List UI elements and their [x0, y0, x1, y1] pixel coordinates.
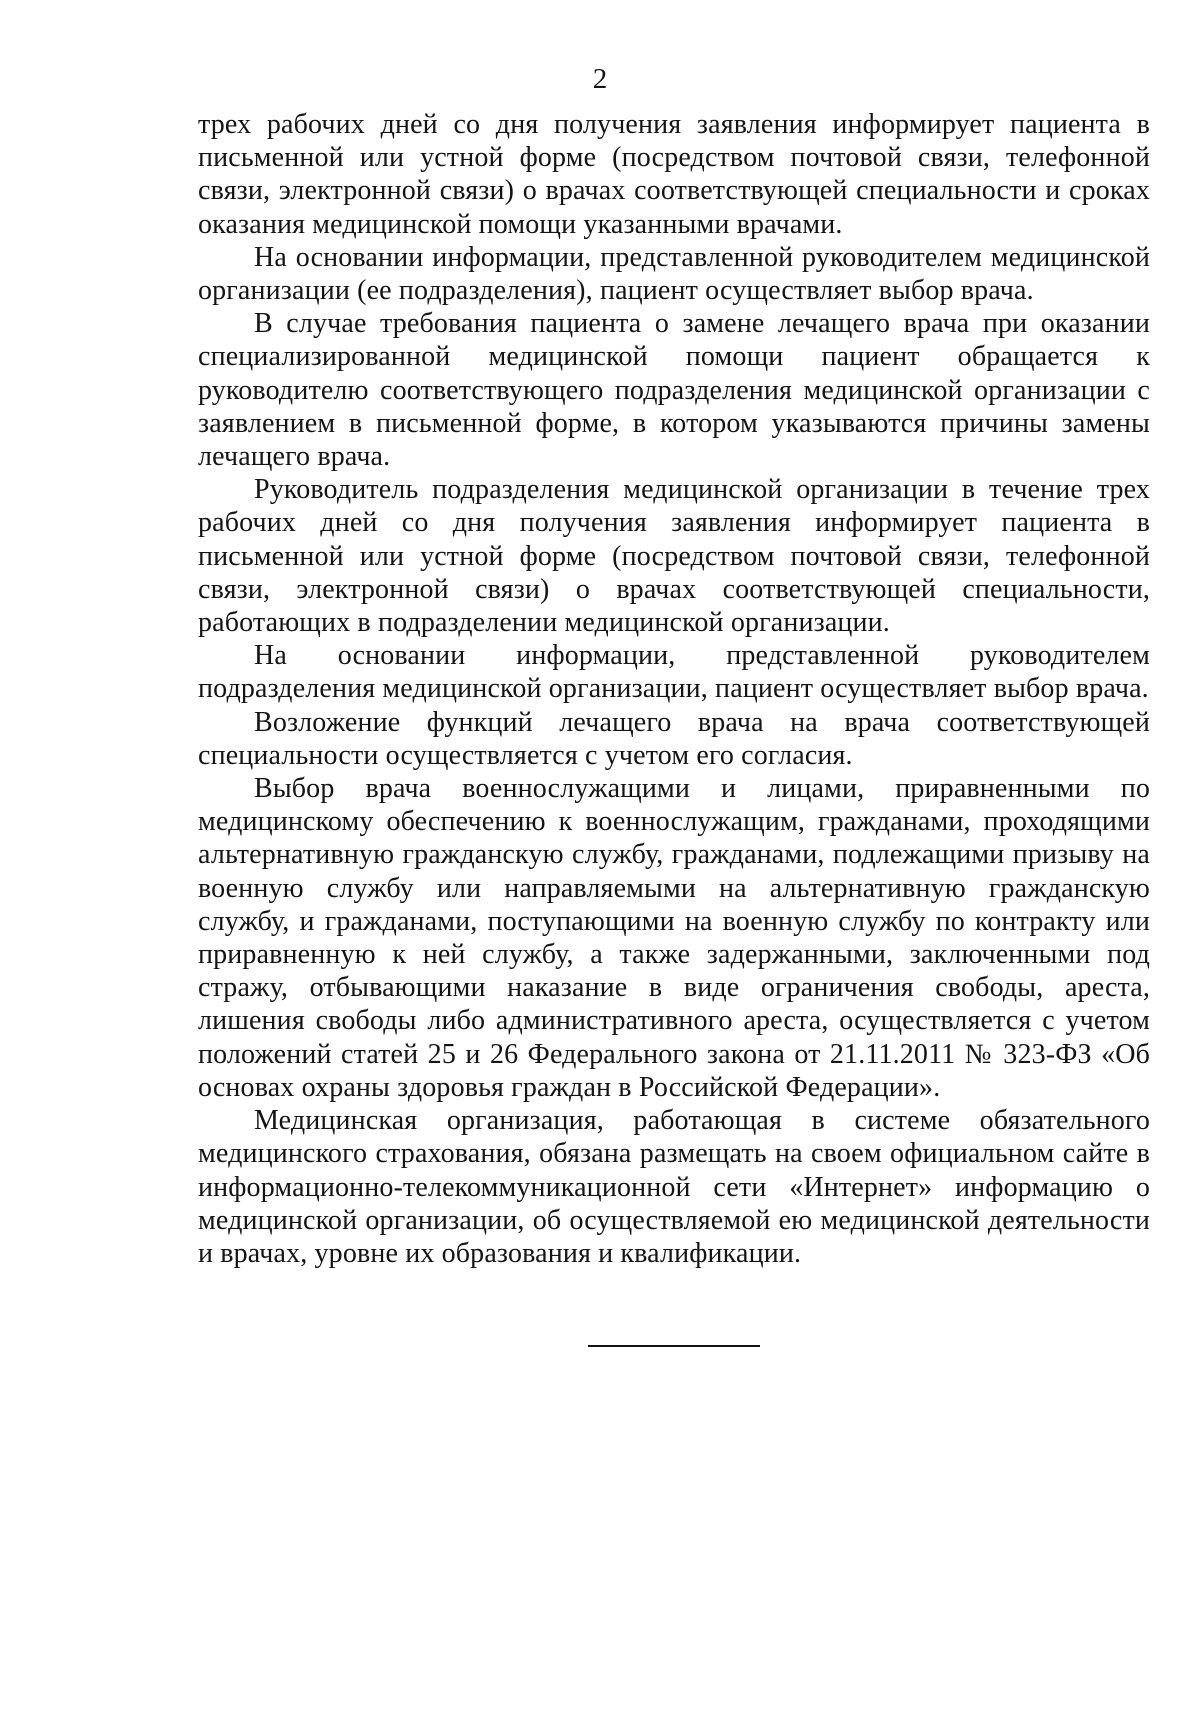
- paragraph-website-obligation: Медицинская организация, работающая в системе обязательного медицинского страхования, обязана размещать на своем официальном сайте в информационно-телекоммуникационной сети «Интернет» информацию о медицинской организации, об осуществляемой ею медицинской деятельности и врачах, уровне их образования и квалификации.: [198, 1105, 1150, 1269]
- paragraph-doctor-consent: Возложение функций лечащего врача на врача соответствующей специальности осуществляется с учетом его согласия.: [198, 706, 1150, 771]
- paragraph-continuation: трех рабочих дней со дня получения заявления информирует пациента в письменной или устной форме (посредством почтовой связи, телефонной связи, электронной связи) о врачах соответствующей специальности и сроках оказания медицинской помощи указанными врачами.: [198, 109, 1150, 240]
- paragraph-division-head-response: Руководитель подразделения медицинской организации в течение трех рабочих дней со дня получения заявления информирует пациента в письменной или устной форме (посредством почтовой связи, телефонной связи, электронной связи) о врачах соответствующей специальности, работающих в подразделении медицинской организации.: [198, 474, 1150, 639]
- paragraph-special-categories: Выбор врача военнослужащими и лицами, приравненными по медицинскому обеспечению к военнослужащим, гражданами, проходящими альтернативную гражданскую службу, гражданами, подлежащими призыву на военную службу или направляемыми на альтернативную гражданскую службу, и гражданами, поступающими на военную службу по контракту или приравненную к ней службу, а также задержанными, заключенными под стражу, отбывающими наказание в виде ограничения свободы, ареста, лишения свободы либо административного ареста, осуществляется с учетом положений статей 25 и 26 Федерального закона от 21.11.2011 № 323-ФЗ «Об основах охраны здоровья граждан в Российской Федерации».: [198, 773, 1150, 1103]
- paragraph-division-information-choice: На основании информации, представленной руководителем подразделения медицинской организации, пациент осуществляет выбор врача.: [198, 640, 1150, 705]
- paragraph-doctor-choice-by-information: На основании информации, представленной руководителем медицинской организации (ее подразделения), пациент осуществляет выбор врача.: [198, 241, 1150, 307]
- paragraph-specialized-care-replacement: В случае требования пациента о замене лечащего врача при оказании специализированной медицинской помощи пациент обращается к руководителю соответствующего подразделения медицинской организации с заявлением в письменной форме, в котором указываются причины замены лечащего врача.: [198, 308, 1150, 473]
- page-number: 2: [592, 63, 608, 95]
- end-separator-line: [588, 1345, 760, 1347]
- document-body: [198, 108, 1150, 1270]
